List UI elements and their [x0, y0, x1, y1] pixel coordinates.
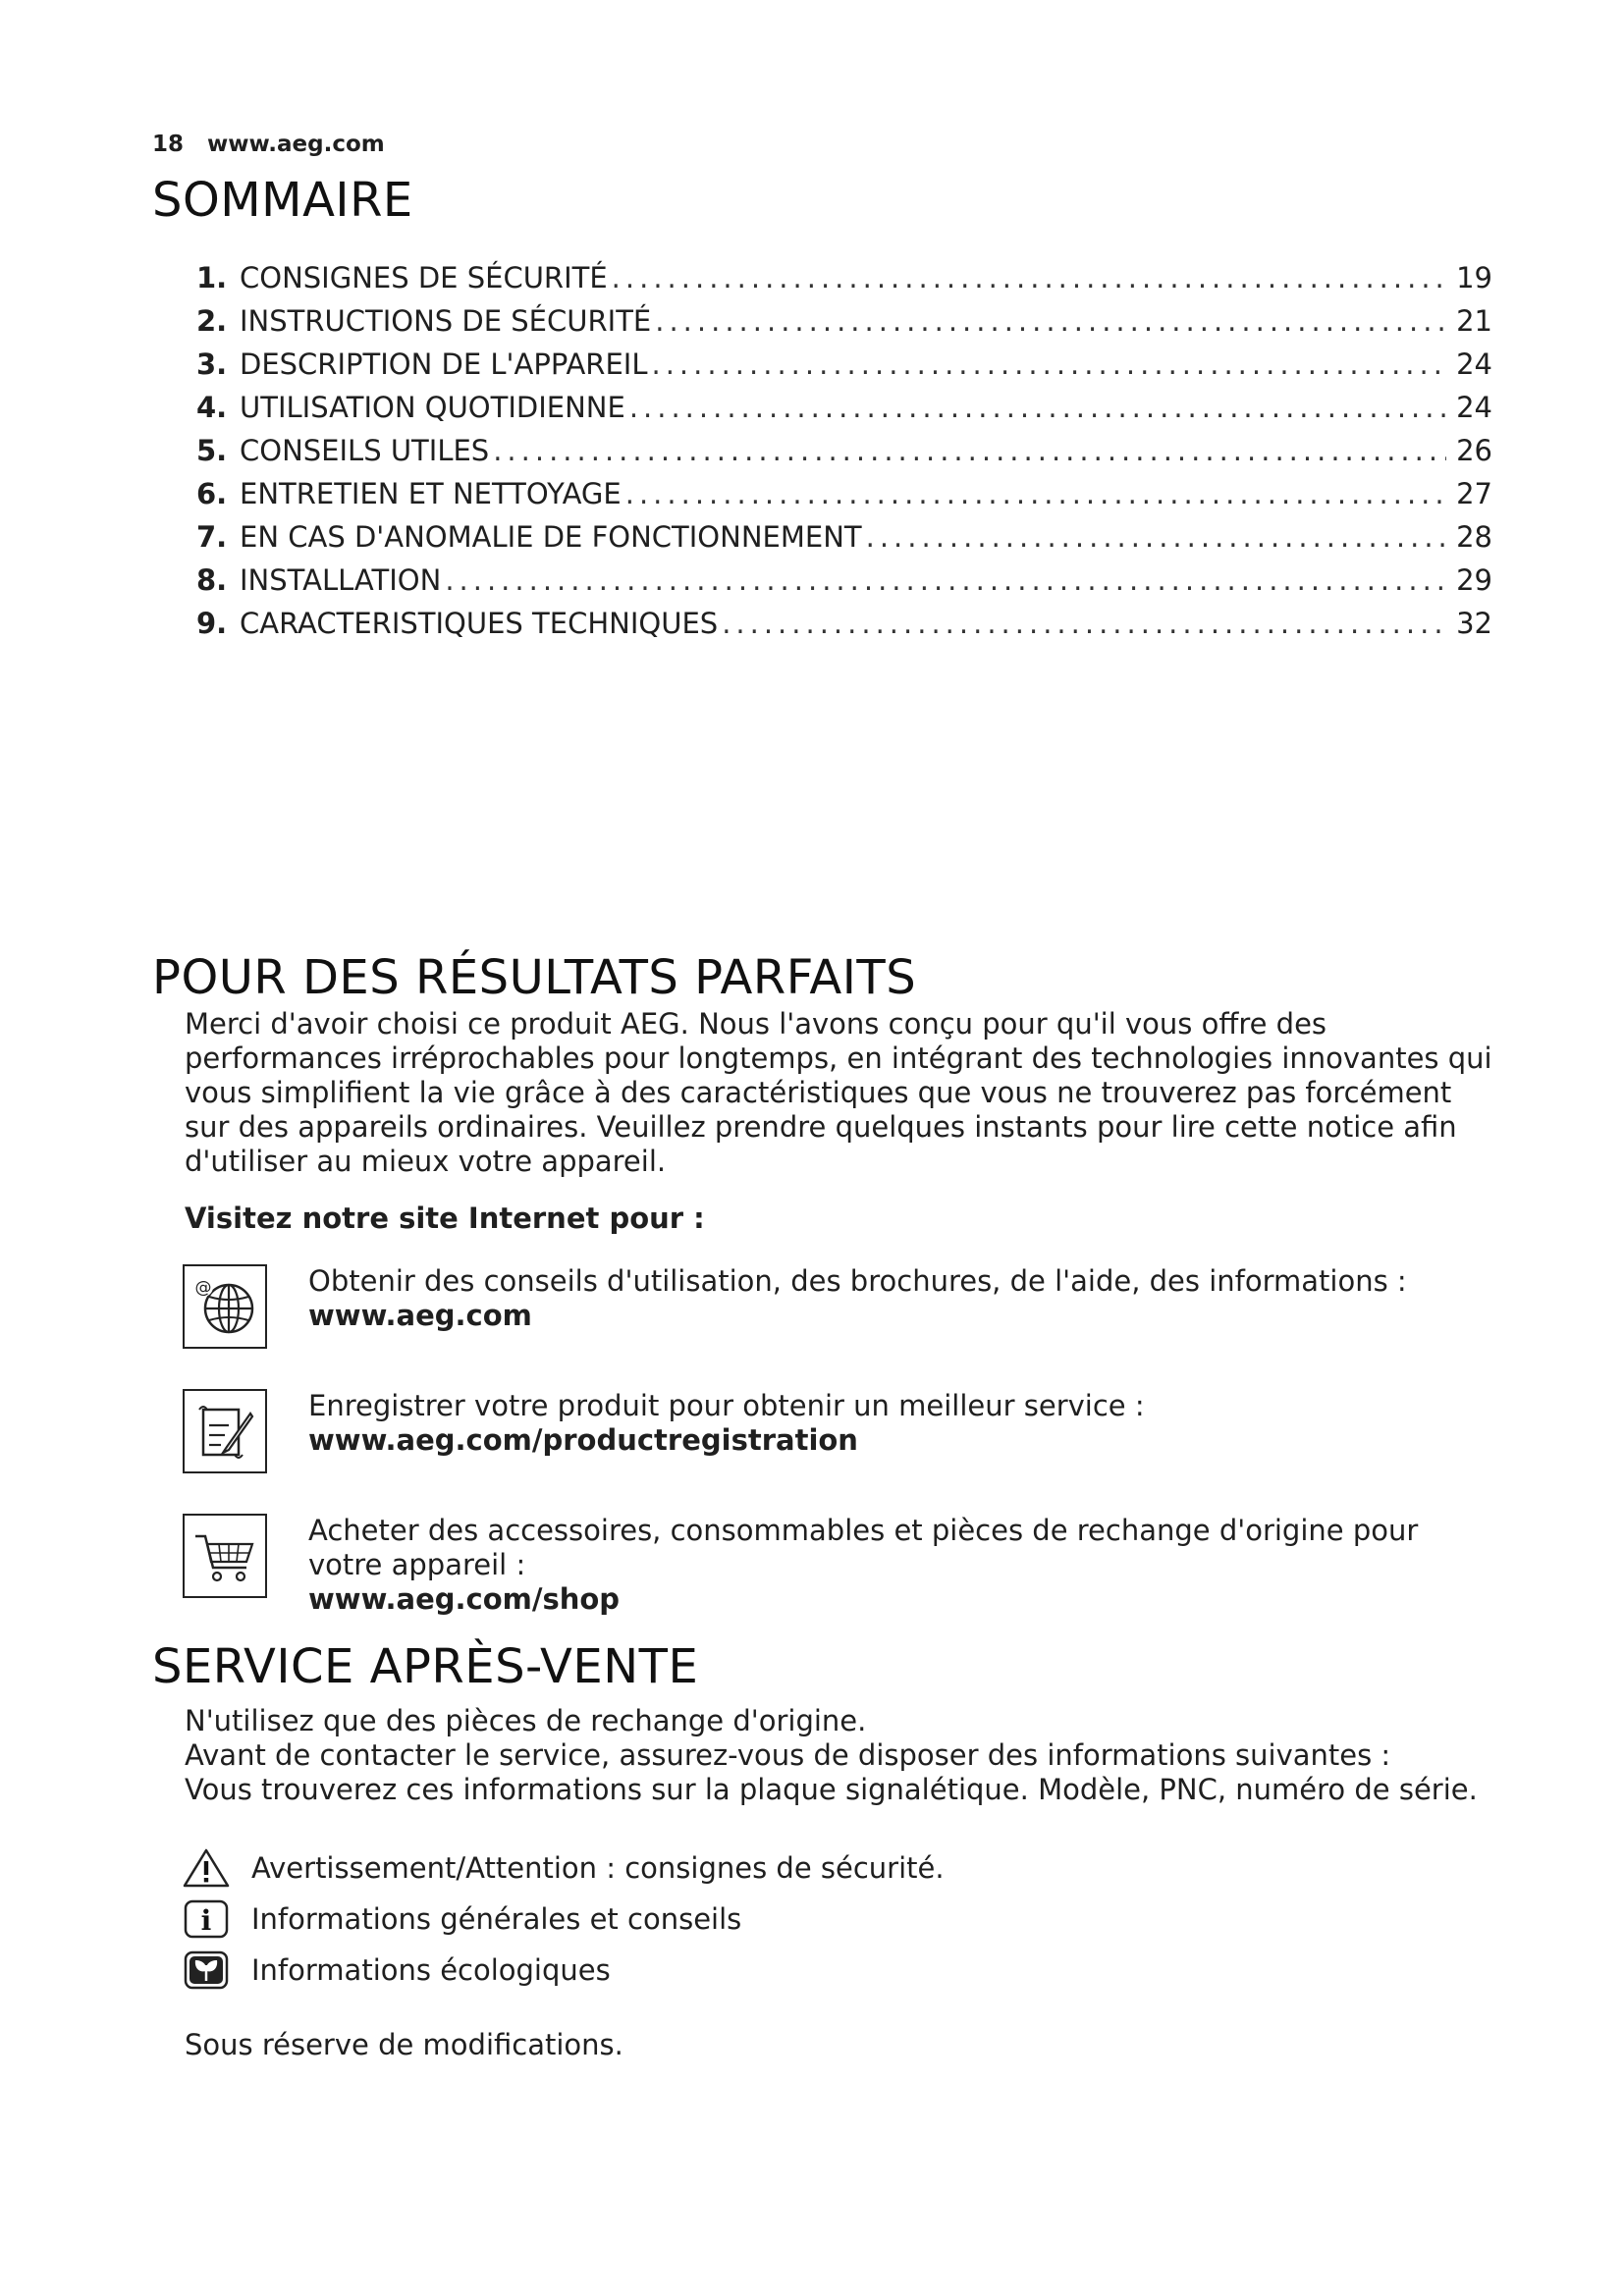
service-line: Avant de contacter le service, assurez-vous de disposer des informations suivantes :: [185, 1738, 1391, 1772]
toc-page: 27: [1456, 477, 1492, 510]
toc-title: UTILISATION QUOTIDIENNE: [240, 391, 625, 424]
toc-title: EN CAS D'ANOMALIE DE FONCTIONNEMENT: [240, 520, 862, 554]
toc-item[interactable]: [196, 304, 1492, 347]
legend-text: Avertissement/Attention : consignes de sécurité.: [251, 1851, 945, 1885]
shop-link-url[interactable]: www.aeg.com/shop: [308, 1582, 621, 1616]
toc-leader-dots: [493, 434, 1446, 467]
globe-icon: [183, 1264, 267, 1349]
toc-page: 24: [1456, 391, 1492, 424]
service-line: Vous trouverez ces informations sur la plaque signalétique. Modèle, PNC, numéro de série.: [185, 1773, 1478, 1806]
toc-number: 1.: [196, 261, 228, 294]
toc-page: 29: [1456, 563, 1492, 597]
toc-number: 4.: [196, 391, 228, 424]
toc-leader-dots: [625, 477, 1446, 510]
toc-number: 5.: [196, 434, 228, 467]
toc-number: 6.: [196, 477, 228, 510]
toc-page: 32: [1456, 607, 1492, 640]
toc-number: 2.: [196, 304, 228, 338]
toc-title: DESCRIPTION DE L'APPAREIL: [240, 347, 648, 381]
toc-leader-dots: [866, 520, 1446, 554]
footer-note: Sous réserve de modifications.: [185, 2028, 623, 2061]
toc-leader-dots: [655, 304, 1446, 338]
legend-text: Informations générales et conseils: [251, 1902, 742, 1936]
shop-link-text: [308, 1514, 1487, 1617]
toc-leader-dots: [652, 347, 1447, 381]
website-link-description: Obtenir des conseils d'utilisation, des brochures, de l'aide, des informations :: [308, 1264, 1407, 1298]
results-intro: Merci d'avoir choisi ce produit AEG. Nous l'avons conçu pour qu'il vous offre des performances irréprochables pour longtemps, en intégrant des technologies innovantes qui vous simplifient la vie grâce à des caractéristiques que vous ne trouverez pas forcément sur des appareils ordinaires. Veuillez prendre quelques instants pour lire cette notice afin d'utiliser au mieux votre appareil.: [185, 1007, 1492, 1178]
toc-leader-dots: [445, 563, 1446, 597]
svg-text:i: i: [200, 1904, 212, 1937]
toc-item[interactable]: [196, 607, 1492, 650]
registration-link-text: [308, 1389, 1487, 1458]
info-icon: [183, 1898, 230, 1940]
toc-number: 7.: [196, 520, 228, 554]
toc-item[interactable]: [196, 261, 1492, 304]
toc-title: INSTRUCTIONS DE SÉCURITÉ: [240, 304, 652, 338]
header-url[interactable]: www.aeg.com: [207, 132, 385, 157]
toc-title: CONSIGNES DE SÉCURITÉ: [240, 261, 608, 294]
website-link-text: [308, 1264, 1487, 1333]
service-title: SERVICE APRÈS-VENTE: [152, 1639, 699, 1694]
toc-leader-dots: [612, 261, 1446, 294]
toc-title: INSTALLATION: [240, 563, 442, 597]
eco-icon: [183, 1949, 230, 1991]
visit-label: Visitez notre site Internet pour :: [185, 1201, 705, 1235]
registration-link-description: Enregistrer votre produit pour obtenir un meilleur service :: [308, 1389, 1145, 1422]
toc-page: 19: [1456, 261, 1492, 294]
registration-icon: [183, 1389, 267, 1473]
legend-text: Informations écologiques: [251, 1953, 611, 1987]
toc-page: 26: [1456, 434, 1492, 467]
shopping-cart-icon: [183, 1514, 267, 1598]
service-line: N'utilisez que des pièces de rechange d'origine.: [185, 1704, 867, 1737]
shop-link-description: Acheter des accessoires, consommables et pièces de rechange d'origine pour votre appareil :: [308, 1514, 1419, 1581]
service-text: [185, 1704, 1495, 1807]
toc-leader-dots: [629, 391, 1446, 424]
page-header: [152, 132, 385, 157]
results-title: POUR DES RÉSULTATS PARFAITS: [152, 950, 917, 1005]
table-of-contents: [196, 261, 1492, 650]
toc-title: CONSEILS UTILES: [240, 434, 490, 467]
toc-item[interactable]: [196, 563, 1492, 607]
website-link-url[interactable]: www.aeg.com: [308, 1299, 532, 1332]
toc-item[interactable]: [196, 347, 1492, 391]
sommaire-title: SOMMAIRE: [152, 173, 413, 228]
toc-page: 28: [1456, 520, 1492, 554]
svg-text:@: @: [194, 1278, 212, 1298]
toc-number: 9.: [196, 607, 228, 640]
warning-icon: [183, 1847, 230, 1889]
toc-page: 21: [1456, 304, 1492, 338]
toc-number: 3.: [196, 347, 228, 381]
toc-title: CARACTERISTIQUES TECHNIQUES: [240, 607, 719, 640]
page-number: 18: [152, 132, 185, 157]
toc-item[interactable]: [196, 520, 1492, 563]
toc-title: ENTRETIEN ET NETTOYAGE: [240, 477, 622, 510]
toc-leader-dots: [722, 607, 1446, 640]
toc-item[interactable]: [196, 391, 1492, 434]
toc-number: 8.: [196, 563, 228, 597]
toc-page: 24: [1456, 347, 1492, 381]
toc-item[interactable]: [196, 477, 1492, 520]
toc-item[interactable]: [196, 434, 1492, 477]
registration-link-url[interactable]: www.aeg.com/productregistration: [308, 1423, 858, 1457]
